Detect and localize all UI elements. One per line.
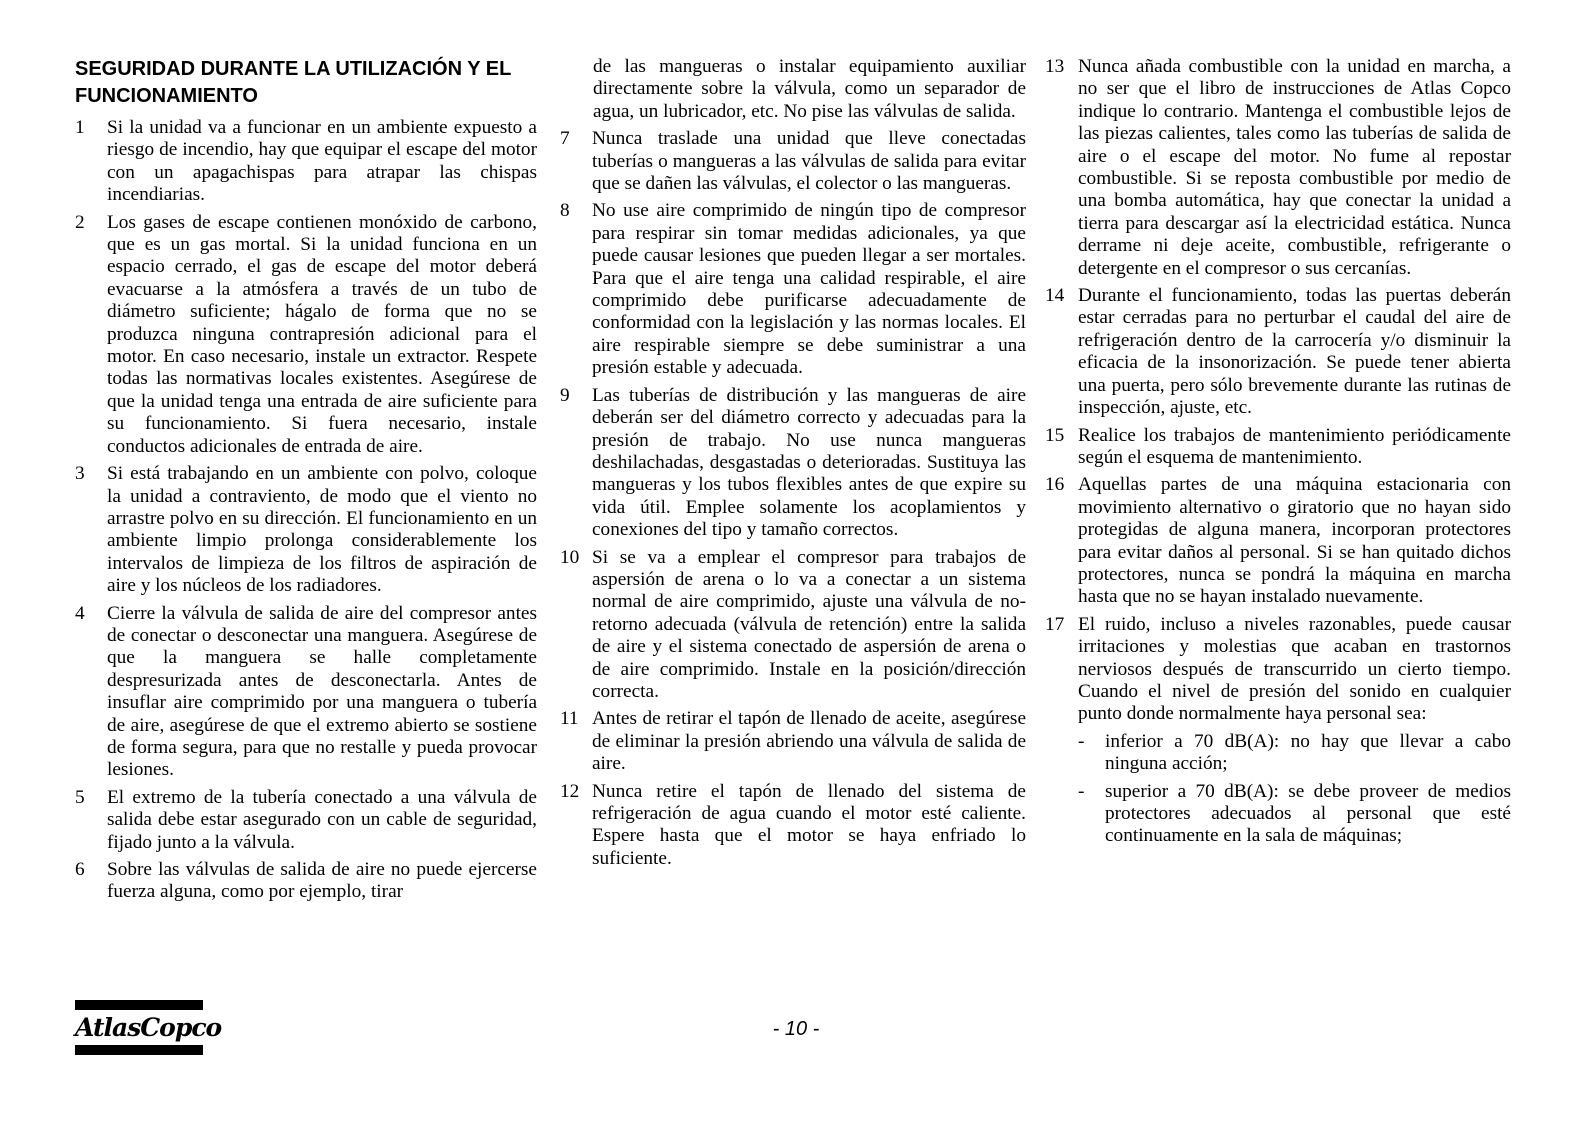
item-number: 6 [75, 859, 85, 880]
item-number: 12 [560, 780, 580, 802]
section-title: SEGURIDAD DURANTE LA UTILIZACIÓN Y EL FUNCIONAMIENTO [75, 58, 511, 107]
item-text: Antes de retirar el tapón de llenado de aceite, asegúrese de eliminar la presión abriendo una válvula de salida de aire. [592, 708, 1026, 775]
list-item [1045, 56, 1511, 280]
sub-item [1078, 781, 1511, 848]
item-number: 16 [1045, 474, 1065, 496]
list-item [75, 117, 537, 207]
item-text: Los gases de escape contienen monóxido de carbono, que es un gas mortal. Si la unidad funciona en un espacio cerrado, el gas de escape del motor deberá evacuarse a la atmósfera a través de un tubo de diámetro suficiente; hágalo de forma que no se produzca ninguna contrapresión adicional para el motor. En caso necesario, instale un extractor. Respete todas las normativas locales existentes. Asegúrese de que la unidad tenga una entrada de aire suficiente para su funcionamiento. Si fuera necesario, instale conductos adicionales de entrada de aire. [107, 211, 537, 457]
item-number: 4 [75, 602, 85, 624]
list-item [75, 463, 537, 597]
list-item [75, 787, 537, 854]
item-number: 1 [75, 117, 85, 138]
item-text: Si se va a emplear el compresor para trabajos de aspersión de arena o lo va a conectar a un sistema normal de aire comprimido, ajuste una válvula de no-retorno adecuada (válvula de retención) entre la salida de aire y el sistema conectado de aspersión de arena o de aire comprimido. Instale en la posición/dirección correcta. [592, 546, 1026, 702]
item-number: 3 [75, 463, 85, 485]
item-text: Nunca retire el tapón de llenado del sistema de refrigeración de agua cuando el motor esté caliente. Espere hasta que el motor se haya enfriado lo suficiente. [592, 780, 1026, 869]
list-item [560, 708, 1026, 775]
list-item [560, 385, 1026, 542]
item-number: 13 [1045, 56, 1065, 77]
sub-item-text: inferior a 70 dB(A): no hay que llevar a cabo ninguna acción; [1105, 730, 1511, 775]
column-1 [75, 117, 537, 909]
column-2 [560, 56, 1026, 875]
item-text: Sobre las válvulas de salida de aire no puede ejercerse fuerza alguna, como por ejemplo, tirar [107, 859, 537, 903]
item-number: 5 [75, 786, 85, 808]
dash-bullet: - [1078, 730, 1085, 752]
item-number: 17 [1045, 613, 1065, 635]
list-item [75, 859, 537, 904]
item-number: 9 [560, 384, 570, 406]
logo-text: AtlasCopco [75, 1013, 222, 1042]
dash-bullet: - [1078, 780, 1085, 802]
item-text: Cierre la válvula de salida de aire del compresor antes de conectar o desconectar una manguera. Asegúrese de que la manguera se halle completamente despresurizada antes de desconectarla. Antes de insuflar aire comprimido por una manguera o tubería de aire, asegúrese de que el extremo abierto se sostiene de forma segura, para que no restalle y pueda provocar lesiones. [107, 602, 537, 781]
item-text: Aquellas partes de una máquina estacionaria con movimiento alternativo o giratorio que no hayan sido protegidas de alguna manera, incorporan protectores para evitar daños al personal. Si se han quitado dichos protectores, nunca se pondrá la máquina en marcha hasta que no se hayan instalado nuevamente. [1078, 474, 1511, 608]
list-item [1045, 474, 1511, 608]
column-3 [1045, 56, 1511, 853]
list-item [1045, 614, 1511, 848]
item-text: Si la unidad va a funcionar en un ambiente expuesto a riesgo de incendio, hay que equipar el escape del motor con un apagachispas para atrapar las chispas incendiarias. [107, 117, 537, 206]
item-text: Realice los trabajos de mantenimiento periódicamente según el esquema de mantenimiento. [1078, 424, 1511, 468]
list-item [1045, 425, 1511, 470]
item-text: Si está trabajando en un ambiente con polvo, coloque la unidad a contraviento, de modo que el viento no arrastre polvo en su dirección. El funcionamiento en un ambiente limpio prolonga considerablemente los intervalos de limpieza de los filtros de aspiración de aire y los núcleos de los radiadores. [107, 463, 537, 597]
list-item [560, 547, 1026, 704]
list-item [560, 200, 1026, 379]
list-item [1045, 285, 1511, 419]
list-item [560, 128, 1026, 195]
item-text: El extremo de la tubería conectado a una válvula de salida debe estar asegurado con un cable de seguridad, fijado junto a la válvula. [107, 786, 537, 853]
item-text: No use aire comprimido de ningún tipo de compresor para respirar sin tomar medidas adicionales, ya que puede causar lesiones que pueden llegar a ser mortales. Para que el aire tenga una calidad respirable, el aire comprimido debe purificarse adecuadamente de conformidad con la legislación y las normas locales. El aire respirable siempre se debe suministrar a una presión estable y adecuada. [592, 200, 1026, 379]
item-number: 11 [560, 708, 579, 730]
item-body [1078, 614, 1511, 848]
logo-bar-top [75, 1000, 203, 1010]
item-text: Durante el funcionamiento, todas las puertas deberán estar cerradas para no perturbar el caudal del aire de refrigeración dentro de la carrocería y/o disminuir la eficacia de la insonorización. Se puede tener abierta una puerta, pero sólo brevemente durante las rutinas de inspección, ajuste, etc. [1078, 285, 1511, 419]
sub-item [1078, 731, 1511, 776]
item-number: 14 [1045, 285, 1065, 307]
item-number: 8 [560, 200, 570, 222]
logo-bar-bottom [75, 1045, 203, 1055]
page-number: - 10 - [772, 1018, 820, 1040]
item-text: Las tuberías de distribución y las mangueras de aire deberán ser del diámetro correcto y adecuadas para la presión de trabajo. No use nunca mangueras deshilachadas, desgastadas o deterioradas. Sustituya las mangueras y los tubos flexibles antes de que expire su vida útil. Emplee solamente los acoplamientos y conexiones del tipo y tamaño correctos. [592, 384, 1026, 541]
item-number: 7 [560, 128, 570, 150]
item-number: 2 [75, 211, 85, 233]
item-text: El ruido, incluso a niveles razonables, puede causar irritaciones y molestias que acaban en trastornos nerviosos después de transcurrido un cierto tiempo. Cuando el nivel de presión del sonido en cualquier punto donde normalmente haya personal sea: [1078, 613, 1511, 725]
item-number: 15 [1045, 424, 1065, 446]
list-item [75, 212, 537, 458]
item-6-continuation: de las mangueras o instalar equipamiento auxiliar directamente sobre la válvula, como un separador de agua, un lubricador, etc. No pise las válvulas de salida. [593, 56, 1026, 122]
item-text: Nunca añada combustible con la unidad en marcha, a no ser que el libro de instrucciones de Atlas Copco indique lo contrario. Mantenga el combustible lejos de las piezas calientes, tales como las tuberías de salida de aire o el escape del motor. No fume al repostar combustible. Si se reposta combustible por medio de una bomba automática, hay que conectar la unidad a tierra para descargar así la electricidad estática. Nunca derrame ni deje aceite, combustible, refrigerante o detergente en el compresor o sus cercanías. [1078, 56, 1511, 279]
item-text: Nunca traslade una unidad que lleve conectadas tuberías o mangueras a las válvulas de salida para evitar que se dañen las válvulas, el colector o las mangueras. [592, 128, 1026, 195]
sub-item-text: superior a 70 dB(A): se debe proveer de medios protectores adecuados al personal que esté continuamente en la sala de máquinas; [1105, 780, 1511, 847]
list-item [75, 603, 537, 782]
list-item [560, 781, 1026, 871]
item-number: 10 [560, 546, 580, 568]
